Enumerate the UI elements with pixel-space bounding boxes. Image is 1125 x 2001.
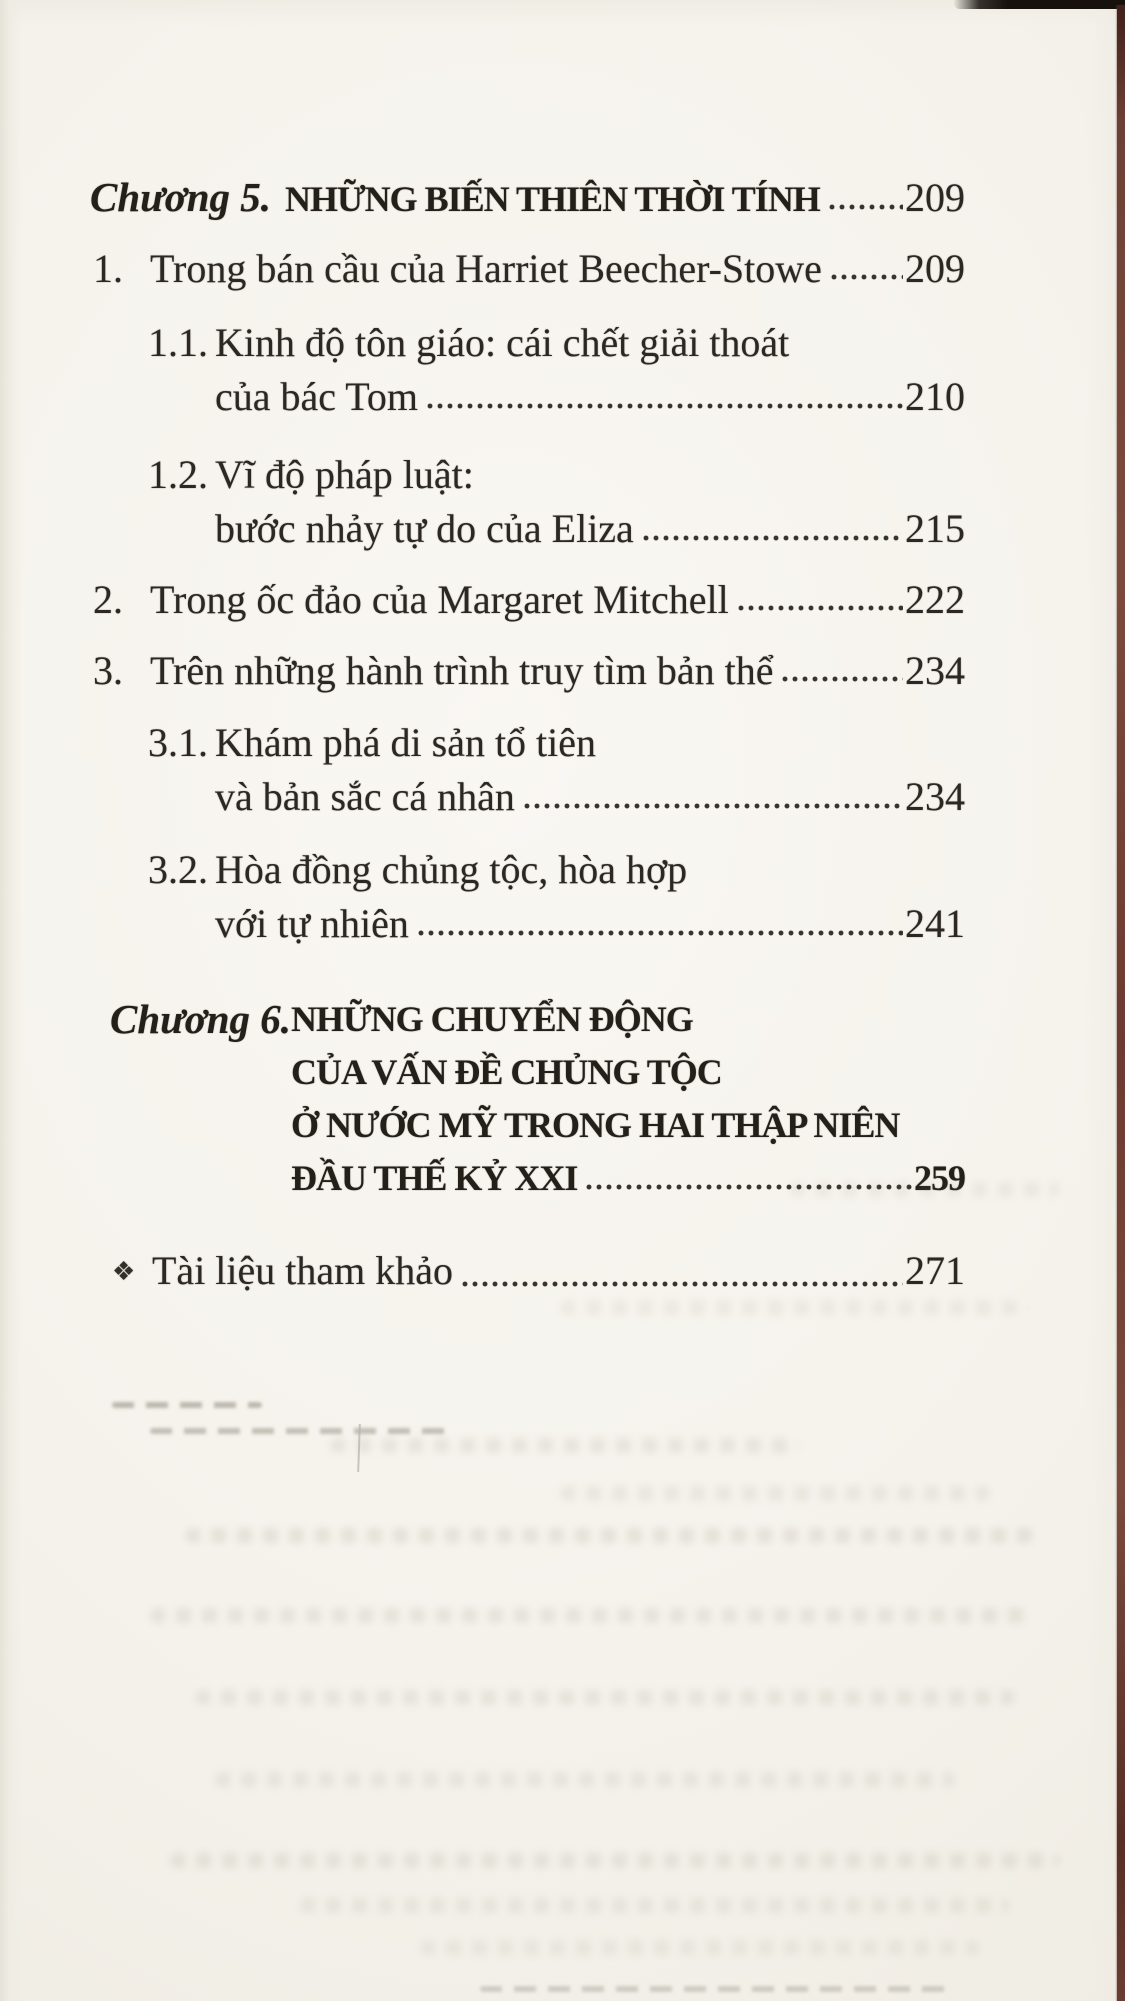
dot-leader [522,801,903,811]
entry-number: 1.2. [148,452,208,497]
entry-title-continued: và bản sắc cá nhân [215,774,515,819]
toc-entry-chapter-6 [0,993,965,1205]
entry-title: Trong ốc đảo của Margaret Mitchell [150,577,729,622]
page-number: 215 [905,506,965,551]
bleed-through-mark [195,1690,1015,1705]
toc-entry-2 [0,574,965,626]
entry-line [215,370,965,424]
chapter-title-line: CỦA VẤN ĐỀ CHỦNG TỘC [291,1052,722,1092]
dot-leader [829,272,903,282]
page-number: 209 [905,175,965,220]
entry-number: 3.2. [148,847,208,892]
bleed-through-mark [150,1608,1030,1623]
entry-title: Vĩ độ pháp luật: [215,452,474,497]
entry-number: 3.1. [148,720,208,765]
entry-title: Trên những hành trình truy tìm bản thể [150,648,774,693]
book-cover-corner [953,0,1125,9]
page-number: 259 [914,1158,965,1198]
bleed-through-mark [150,1428,450,1434]
page-number: 210 [905,374,965,419]
chapter-title-line [291,1152,965,1205]
bleed-through-mark [112,1402,262,1408]
entry-title: Khám phá di sản tổ tiên [215,720,597,765]
dot-leader [460,1279,903,1289]
entry-title-continued: bước nhảy tự do của Eliza [215,506,634,551]
dot-leader [780,674,903,684]
bleed-through-mark [215,1772,955,1787]
chapter-title-block [291,993,965,1205]
bleed-through-mark [170,1853,1060,1868]
dot-leader [416,928,903,938]
dot-leader [425,401,903,411]
bleed-through-mark [420,1940,980,1955]
chapter-label: Chương 5. [90,174,272,220]
chapter-title: NHỮNG BIẾN THIÊN THỜI TÍNH [285,179,820,219]
entry-line [148,316,965,370]
dot-leader [827,202,903,212]
entry-line [148,448,965,502]
page-number: 271 [905,1248,965,1293]
entry-line [215,502,965,556]
page-number: 241 [905,901,965,946]
entry-line [148,716,965,770]
page-number: 234 [905,648,965,693]
entry-number: 1. [93,246,123,291]
chapter-title: ĐẦU THẾ KỶ XXI [291,1158,578,1198]
toc-entry-1-2 [0,448,965,556]
entry-number: 1.1. [148,320,208,365]
entry-title: Tài liệu tham khảo [152,1248,454,1293]
toc-entry-3-2 [0,843,965,951]
toc-entry-3-1 [0,716,965,824]
entry-title: Hòa đồng chủng tộc, hòa hợp [215,847,688,892]
bleed-through-mark [300,1898,1010,1913]
entry-line [148,843,965,897]
entry-title: Kinh độ tôn giáo: cái chết giải thoát [215,320,790,365]
toc-entry-chapter-5 [0,171,965,225]
entry-title: Trong bán cầu của Harriet Beecher-Stowe [150,246,822,291]
entry-title-continued: của bác Tom [215,374,419,419]
page-number: 234 [905,774,965,819]
toc-entry-1 [0,243,965,295]
bleed-through-mark [560,1300,1030,1315]
toc-entry-references [0,1245,965,1302]
entry-number: 2. [93,577,123,622]
toc-entry-3 [0,645,965,697]
bleed-through-mark [480,1986,950,1992]
chapter-title-line: Ở NƯỚC MỸ TRONG HAI THẬP NIÊN [291,1105,900,1145]
page-number: 209 [905,246,965,291]
dot-leader [736,603,903,613]
diamond-bullet-icon: ❖ [112,1257,136,1286]
entry-line [215,897,965,951]
chapter-label: Chương 6. [110,996,292,1042]
bleed-through-mark [330,1438,800,1453]
bleed-through-mark [560,1486,990,1501]
toc-entry-1-1 [0,316,965,424]
bleed-through-mark [790,1182,1060,1197]
chapter-title-line: NHỮNG CHUYỂN ĐỘNG [291,999,693,1039]
entry-line [215,770,965,824]
bleed-through-mark [185,1528,1035,1543]
entry-title-continued: với tự nhiên [215,901,409,946]
book-binding-edge [1117,5,1125,2001]
page-number: 222 [905,577,965,622]
dot-leader [641,533,903,543]
entry-number: 3. [93,648,123,693]
